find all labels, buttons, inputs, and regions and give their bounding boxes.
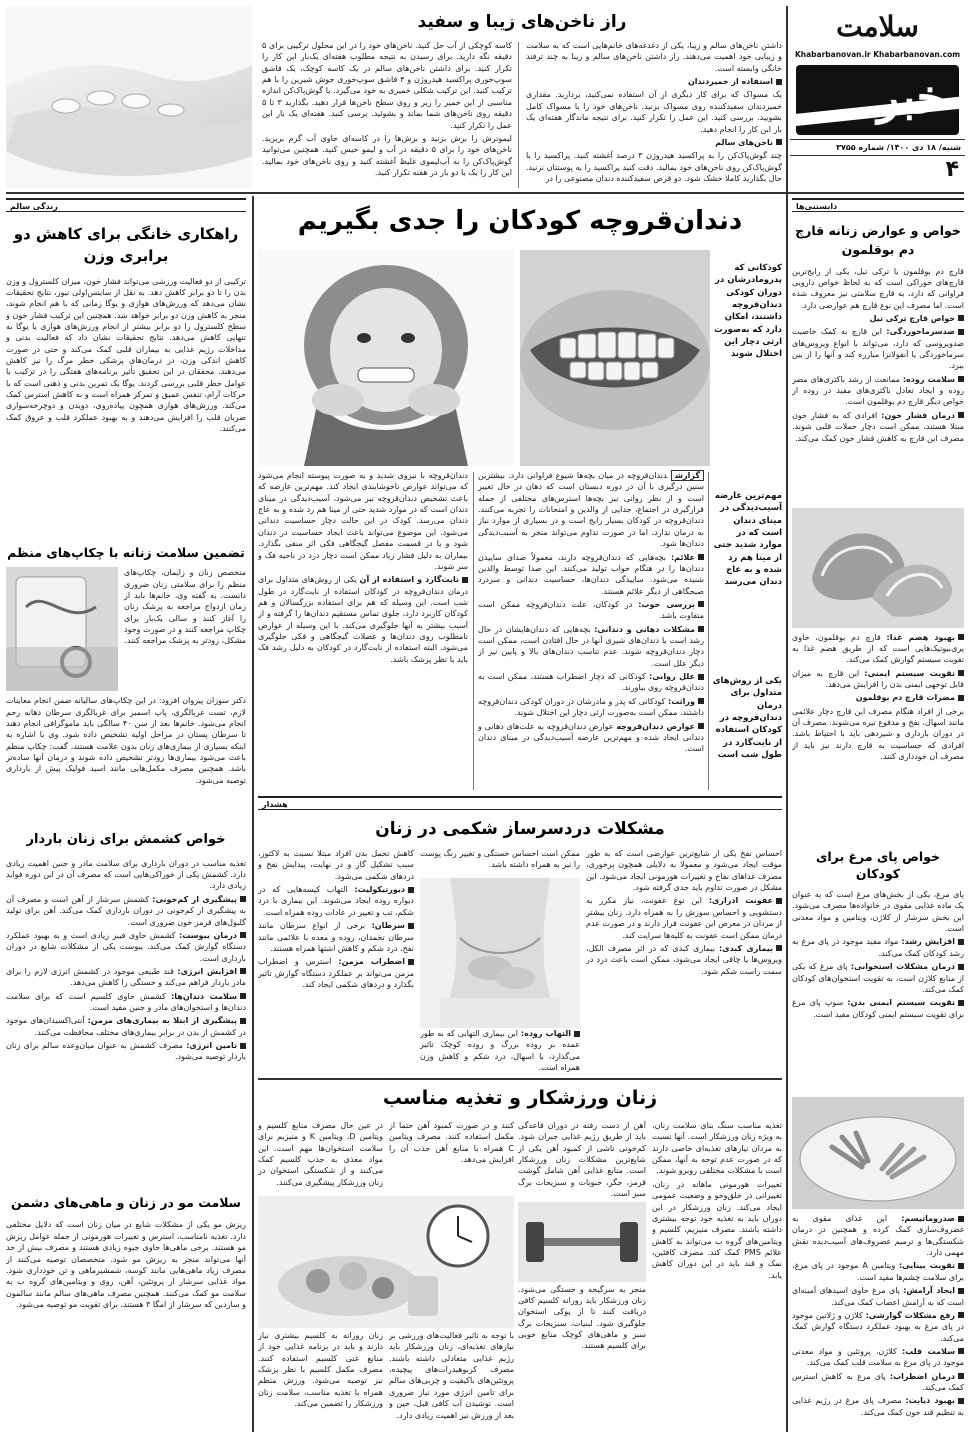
bullet-icon — [958, 634, 964, 640]
belly-uti-body: این نوع عفونت، نیاز مکرر به دستشویی و احساس سوزش را به همراه دارد. زنان بیشتر از مردان در معرض این عفونت قرار دارند و در صورت عدم درمان ممکن است عفونت به کلیه‌ها سرایت کند. — [586, 896, 782, 940]
list-item-value: افرادی که به فشار خون مبتلا هستند، ممکن است دچار حملات قلبی شوند. مصرف این قارچ به کاهش فشار خون کمک می‌کند. — [792, 410, 964, 443]
list-item-value: پای مرغ که یکی از منابع کلاژن است، به تقویت استخوان‌های کودکان کمک می‌کند. — [792, 962, 964, 994]
weight-loss-body: ترکیبی از دو فعالیت ورزشی می‌تواند فشار خون، میزان کلسترول و وزن بدن را تا دو برابر کاهش دهد. به نقل از ساینس‌اولی نیوز، نتایج تحقیقات نشان می‌دهد که ورزش‌های هوازی و یوگا زمانی که با هم انجام شوند، منجر به کاهش وزن دو برابر خواهد شد. همچنین این ترکیب فشار خون و سطح کلسترول را دو برابر بیشتر از انجام ورزش‌های هوازی یا یوگا به تنهایی کاهش می‌دهد. نتایج تحقیقات نشان داد که فعالیت بدنی و مداخلات رژیم غذایی به بیماران قلبی کمک می‌کند و حتی در صورت کاهش اندکی وزن، در درمان‌های پزشکی خطر مرگ را نیز کاهش می‌دهند. محققان در این تحقیق تأثیر برنامه‌های هفتگی را در ترکیب با عوامل خطر قلبی بررسی کردند. یوگا یک تمرین بدنی و ذهنی است که با حرکات آرام، تنفس عمیق و تمرکز همراه است و به کاهش استرس کمک می‌کند. ورزش‌های هوازی همچون پیاده‌روی، دویدن و دوچرخه‌سواری ضربان قلب را افزایش می‌دهند و به بهبود عملکرد قلب و عروق کمک می‌کنند. — [6, 276, 246, 434]
nails-intro: داشتن ناخن‌های سالم و زیبا، یکی از دغدغه‌های خانم‌هایی است که به سلامت و زیبایی خود اهمیت می‌دهند. راز داشتن ناخن‌های سالم و زیبا به چند ترفند خانگی وابسته است. — [526, 41, 782, 73]
list-item-key: درمان فشار خون: — [881, 410, 955, 420]
nails-p3: کاسه کوچکی از آب حل کنید. ناخن‌های خود را در این محلول ترکیبی برای ۵ دقیقه نگه دارید. برای رسیدن به نتیجه مطلوب هفته‌ای یک‌بار این کار را تکرار کنید. برای داشتن ناخن‌های سالم در یک کاسه کوچک، یک قاشق سوپ‌خوری پراکسید هیدروژن و ۴ قاشق سوپ‌خوری جوش شیرین را با هم ترکیب کنید. این ترکیب شکلی خمیری به خود می‌گیرد. با گوش‌پاک‌کن اندازه مناسبی از این خمیر را زیر و روی سطح ناخن‌ها قرار دهید. بگذارید ۳ تا ۵ دقیقه روی ناخن‌های شما بماند و بشوئید. برسی کنید. هفته‌ای یک بار این عمل را تکرار کنید. — [262, 41, 512, 130]
list-item-value: ویتامین A موجود در پای مرغ، برای سلامت چشم‌ها مفید است. — [792, 1261, 964, 1282]
teeth-heredity-body: کودکانی که پدر و مادرشان در دوران کودکی دندان‌قروچه داشتند، ممکن است به‌صورت ارثی دچار این اختلال شوند. — [478, 696, 704, 718]
bullet-icon — [462, 577, 468, 583]
list-item — [6, 894, 246, 928]
nails-p2: چند گوش‌پاک‌کن را به پراکسید هیدروژن ۳ درصد آغشته کنید. پراکسید را با گوش‌پاک‌کن روی ناخن‌های خود بمالید. دقت کنید پراکسید را به پوستتان نزنید. حال بگذارید کاملا خشک شود. دو قرص سفیدکننده دندان مصنوعی را در — [526, 151, 782, 183]
masthead-logo — [796, 65, 959, 135]
teeth-col2-body: دندان‌قروچه با نیروی شدید و به صورت پیوسته انجام می‌شود که می‌تواند عوارض ناخوشایندی ایجاد کند. مهم‌ترین عارضه که باعث تشخیص دندان‌قروچه نیز می‌شود، آسیب‌دیدگی در مینای دندان است که در موارد شدید حتی از مینا هم رد شده و به عاج دندان می‌رسد. کودک در این حالت دچار حساسیت دندانی می‌شود. این موضوع می‌تواند باعث ایجاد حساسیت در دندان شود و یا در قسمت مفصل گیجگاهی فکی اثر منفی بگذارد. بیماران به دلیل فشار زیاد ممکن است دچار درد در ناحیه فک و سر شوند. — [258, 471, 468, 571]
sport-col3-body: در عین حال مصرف منابع کلسیم و ویتامین D، ویتامین K و منیزیم برای سلامت استخوان‌ها مهم است. این مواد مغذی به جذب کلسیم کمک می‌کنند و از شکستگی استخوان در زنان ورزشکار پیشگیری می‌کنند. — [258, 1121, 383, 1187]
teeth-sub-nightguard: نایت‌گارد و استفاده از آن — [359, 575, 459, 585]
teeth-symptoms-body: بچه‌هایی که دندان‌قروچه دارند، معمولاً صدای ساییدن دندان‌ها را در هنگام خواب تولید می‌کنند. این صدا توسط والدین شنیده می‌شود. ساییدگی دندان‌ها، حساسیت دندانی و سردرد صبحگاهی از دیگر علائم هستند. — [478, 552, 704, 596]
hair-body: ریزش مو یکی از مشکلات شایع در میان زنان است که دلایل مختلفی دارد. تغذیه نامناسب، استرس و تغییرات هورمونی از جمله عوامل ریزش مو هستند. برخی ماهی‌ها حاوی جیوه زیادی هستند و مصرف بیش از حد آنها می‌تواند منجر به ریزش مو شود. متخصصان توصیه می‌کنند از مصرف زیاد ماهی‌هایی مانند کوسه، شمشیرماهی و تن خودداری شود. مواد غذایی سرشار از پروتئین، آهن، روی و ویتامین‌های گروه ب به سلامت مو کمک می‌کنند. همچنین مصرف ماهی‌های سالم مانند سالمون و ساردین که سرشار از امگا ۳ هستند، برای تقویت مو توصیه می‌شود. — [6, 1220, 246, 1309]
belly-ibd-body: این بیماری التهابی که به طور عمده بر روده بزرگ و روده کوچک تاثیر می‌گذارد، با اسهال، درد شکم و کاهش وزن همراه است. — [420, 1029, 580, 1072]
bullet-icon — [240, 896, 246, 902]
checkup-body-2: دکتر سوزان پیروان افزود: در این چکاپ‌های سالیانه ضمن انجام معاینات لازم، تست غربالگری، پاپ اسمیر برای غربالگری سرطان دهانه رحم انجام می‌شود. خانم‌ها بعد از سن ۴۰ سالگی باید ماموگرافی انجام دهند تا سرطان پستان در مراحل اولیه تشخیص داده شود. وی با اشاره به اینکه بسیاری از بیماری‌های زنان بدون علامت هستند، گفت: چکاپ منظم باعث می‌شود بیماری‌ها زودتر تشخیص داده شوند و درمان آنها ساده‌تر باشد. همچنین مصرف مکمل‌هایی مانند اسید فولیک پیش از بارداری توصیه می‌شود. — [6, 696, 246, 785]
bullet-icon — [958, 670, 964, 676]
mushroom-title: خواص و عوارض زنانه قارچ دم بوقلمون — [795, 223, 961, 257]
bullet-icon — [698, 674, 704, 680]
nails-title: راز ناخن‌های زیبا و سفید — [417, 12, 627, 32]
list-item — [792, 997, 964, 1020]
list-item-value: این قارچ به میزان قابل توجهی ایمنی بدن را افزایش می‌دهد. — [792, 668, 964, 689]
list-item — [792, 1260, 964, 1283]
list-item — [792, 1346, 964, 1369]
belly-col-1 — [586, 848, 782, 1074]
dumbbell-photo — [518, 1202, 646, 1282]
list-item — [792, 374, 964, 408]
bullet-icon — [408, 959, 414, 965]
list-item-value: کشمش حاوی فیبر زیادی است و به بهبود عملکرد دستگاه گوارش کمک می‌کند. یبوست یکی از مشکلات شایع در دوران بارداری است. — [6, 930, 246, 963]
belly-sub-liver: بیماری کبدی: — [719, 943, 773, 953]
list-item-key: بهبود دیابت: — [905, 1396, 955, 1406]
list-item-key: سلامت دندان‌ها: — [171, 991, 237, 1001]
belly-col2-bottom — [420, 1028, 580, 1072]
teeth-complications-body: عوارض دندان‌قروچه به علت‌های دهانی و دندانی ایجاد شده و مهم‌ترین عارضه آسیب‌دیدگی در مینای دندان است. — [478, 721, 704, 754]
sport-title: زنان ورزشکار و تغذیه مناسب — [382, 1087, 658, 1109]
mushroom-body-2 — [792, 632, 964, 838]
list-item-key: ضدسرماخوردگی: — [886, 327, 955, 337]
list-item — [792, 410, 964, 444]
report-tag: گزارش — [671, 470, 704, 481]
weight-loss-title: راهکاری خانگی برای کاهش دو برابری وزن — [13, 225, 239, 265]
teeth-col-2 — [258, 470, 468, 792]
pull-quote-heredity: کودکانی که پدرومادرشان در دوران کودکی دندان‌قروچه داشتند، امکان دارد که به‌صورت ارثی دچار این اختلال شوند — [714, 263, 782, 360]
sport-col-2 — [518, 1120, 646, 1432]
checkup-body-1: متخصص زنان و زایمان، چکاپ‌های منظم را برای سلامتی زنان ضروری دانست. به گفته وی، خانم‌ها باید از زمان ازدواج مراجعه به پزشک زنان را آغاز کنند و سالی یک‌بار برای چکاپ مراجعه کنند و در صورت وجود مشکل، زودتر به پزشک مراجعه کنند. — [124, 568, 246, 646]
belly-sub-anxiety: اضطراب مزمن: — [338, 957, 405, 967]
list-item-value: آنتی‌اکسیدان‌های موجود در کشمش از بدن در برابر بیماری‌های مختلف محافظت می‌کنند. — [6, 1016, 246, 1037]
bullet-icon — [698, 626, 704, 632]
sport-col3-body-2: زنان روزانه به کلسیم بیشتری نیاز دارند و باید در برنامه غذایی خود از منابع غنی کلسیم استفاده کنند. مصرف مکمل کلسیم با نظر پزشک نیز توصیه می‌شود. ورزش منظم همراه با تغذیه مناسب، سلامت زنان ورزشکار را تضمین می‌کند. — [258, 1331, 383, 1409]
sport-col1-body-2: تغییرات هورمونی ماهانه در زنان، تغییراتی در خلق‌وخو و وضعیت عمومی ایجاد می‌کند. زنان ورزشکار در این دوران باید به تغذیه خود توجه بیشتری داشته باشند. مصرف منیزیم، کلسیم و ویتامین‌های گروه ب می‌تواند به کاهش علائم PMS کمک کند. مصرف کافئین، نمک و قند باید در این دوران کاهش یابد. — [652, 1179, 782, 1280]
nails-p4: لیموترش را برش بزنید و برش‌ها را در کاسه‌ای حاوی آب گرم بریزید. ناخن‌های خود را برای ۵ دقیقه در آب و لیمو خیس کنید. همچنین می‌توانید گوش‌پاک‌کن را به آب‌لیموی غلیظ آغشته کنید و روی ناخن‌های خود بمالید. این کار را یک یا دو بار در هفته تکرار کنید. — [262, 133, 512, 177]
belly-sub-uti: عفونت ادراری: — [708, 896, 773, 906]
sport-col2-body: آهن از دست رفته در دوران قاعدگی باید از طریق رژیم غذایی جبران شود. کم‌خونی ناشی از کمبود آهن یکی از شایع‌ترین مشکلات زنان ورزشکار است. منابع غذایی آهن شامل گوشت قرمز، جگر، حبوبات و سبزیجات برگ سبز است. — [518, 1121, 646, 1199]
bullet-icon — [698, 698, 704, 704]
masthead-logo-text: خبر — [877, 69, 945, 124]
bullet-icon — [958, 1373, 964, 1379]
bullet-icon — [958, 412, 964, 418]
list-item-value: کلاژن، پروتئین و مواد معدنی موجود در پای مرغ به سلامت قلب کمک می‌کند. — [792, 1346, 964, 1368]
teeth-col1-body: دندان‌قروچه در میان بچه‌ها شیوع فراوانی دارد. بیشترین سنین درگیری با آن در دوره دبستان است که دهان در حال تغییر است و از نظر روانی نیز بچه‌ها استرس‌های مختلفی از جمله قرارگیری در اجتماع، جدایی از والدین و امتحانات را تجربه می‌کنند. دندان‌قروچه در کودکان بسیار رایج است و در بسیاری از موارد نیاز به درمان ندارد، اما در صورت تداوم می‌تواند منجر به آسیب‌دیدگی دندان‌ها شود. — [478, 471, 704, 549]
belly-photo — [420, 878, 580, 1028]
list-item-value: ممانعت از رشد باکتری‌های مضر روده و ایجاد تعادل باکتری‌های مفید در روده از خواص دیگر قارچ دم بوقلمون است. — [792, 374, 964, 407]
mushroom-body — [792, 266, 964, 504]
bullet-icon — [240, 993, 246, 999]
teeth-psych-body: کودکانی که دچار اضطراب هستند، ممکن است به دندان‌قروچه روی بیاورند. — [478, 672, 704, 693]
raisins-title: خواص کشمش برای زنان باردار — [26, 832, 226, 848]
bullet-icon — [958, 1398, 964, 1404]
chicken-feet-list — [792, 936, 964, 1020]
masthead-website: Khabarbanovan.ir Khabarbanovan.com — [794, 50, 961, 59]
chicken-feet-body-2 — [792, 1213, 964, 1423]
bullet-icon — [698, 723, 704, 729]
page-number: ۴ — [945, 157, 959, 182]
section-tag-facts: دانستنی‌ها — [792, 198, 964, 212]
hair-title: سلامت مو در زنان و ماهی‌های دشمن — [11, 1194, 241, 1210]
list-item — [792, 936, 964, 959]
checkup-title: تضمین سلامت زنانه با چکاپ‌های منظم — [7, 544, 245, 560]
list-item-key: پیشگیری از ابتلا به بیماری‌های مزمن: — [87, 1016, 237, 1026]
bullet-icon — [408, 887, 414, 893]
nails-sub-healthy: ناخن‌های سالم — [715, 137, 773, 147]
bullet-icon — [958, 1348, 964, 1354]
list-item-key: درمان مشکلات استخوانی: — [850, 962, 956, 972]
bullet-icon — [698, 601, 704, 607]
bullet-icon — [958, 1000, 964, 1006]
list-item — [792, 632, 964, 666]
pull-quote-enamel: مهم‌ترین عارضه آسیب‌دیدگی در مینای دندان است که در موارد شدید حتی از مینا هم رد شده و به عاج دندان می‌رسد — [713, 491, 782, 588]
bullet-icon — [240, 968, 246, 974]
list-item-key: بهبود هضم غذا: — [886, 632, 955, 642]
list-item-key: سلامت روده: — [902, 374, 955, 384]
raisins-body — [6, 858, 246, 1180]
bullet-icon — [958, 376, 964, 382]
list-item-key: تقویت سیستم ایمنی: — [864, 668, 955, 678]
belly-sub-cancer: سرطان: — [371, 921, 405, 931]
raisins-intro: تغذیه مناسب در دوران بارداری برای سلامت مادر و جنین اهمیت زیادی دارد. کشمش یکی از خوراکی‌هایی است که مصرف آن در این دوره فواید زیادی دارد. — [6, 858, 246, 891]
list-item-key: درمان اضطراب: — [889, 1371, 955, 1381]
teeth-sub-dental: مشکلات دهانی و دندانی: — [594, 624, 695, 634]
list-item-key: تقویت بینایی: — [898, 1261, 955, 1271]
list-item — [6, 991, 246, 1014]
bullet-icon — [776, 898, 782, 904]
belly-diverticulitis-body: التهاب کیسه‌هایی که در دیواره روده ایجاد می‌شوند. این بیماری با درد شکم، تب و تغییر در عادات روده همراه است. — [258, 885, 414, 917]
food-clock-photo — [258, 1196, 514, 1328]
list-item-value: این قارچ به کمک خاصیت ضدویروسی که دارد، می‌تواند با انواع ویروس‌های سرماخوردگی یا آنفولانزا مبارزه کند و آنها را از بین ببرد. — [792, 327, 964, 371]
list-item-value: پای مرغ به کاهش استرس کمک می‌کند. — [792, 1371, 964, 1393]
bullet-icon — [240, 1043, 246, 1049]
list-item-key: ضدروماتیسم: — [901, 1214, 955, 1223]
bullet-icon — [776, 945, 782, 951]
main-headline: دندان‌قروچه کودکان را جدی بگیریم — [297, 206, 743, 236]
bullet-icon — [776, 79, 782, 85]
nails-sub-toothpaste: استفاده از خمیردندان — [687, 77, 773, 87]
mushroom-list — [792, 313, 964, 444]
belly-title: مشکلات دردسرساز شکمی در زنان — [375, 819, 665, 839]
teeth-sub-complications: عوارض دندان‌قروچه — [616, 721, 696, 731]
bullet-icon — [958, 315, 964, 321]
list-item — [792, 1310, 964, 1344]
bullet-icon — [958, 964, 964, 970]
bullet-icon — [958, 1216, 964, 1222]
teeth-photo — [520, 250, 710, 466]
bullet-icon — [240, 1018, 246, 1024]
list-item-key: تامین انرژی: — [186, 1041, 237, 1051]
bullet-icon — [240, 932, 246, 938]
list-item-key: پیشگیری از کم‌خونی: — [152, 894, 237, 904]
masthead-section-title: سلامت — [836, 10, 919, 43]
list-item — [792, 1285, 964, 1308]
sport-col4-top: کنند و در صورت کمبود آهن حتما از مکمل استفاده کنند. مصرف ویتامین C همراه با منابع آهن جذب آن را افزایش می‌دهد. — [389, 1121, 514, 1165]
bullet-icon — [958, 1263, 964, 1269]
teeth-check-body: در کودکان، علت دندان‌قروچه ممکن است متفاوت باشد. — [478, 599, 704, 621]
list-item — [792, 1213, 964, 1258]
bullet-icon — [408, 923, 414, 929]
raisins-list — [6, 894, 246, 1063]
teeth-dental-body: بچه‌هایی که دندان‌هایشان در حال رشد است یا دندان‌های شیری آنها در حال افتادن است، ممکن است دچار دندان‌قروچه شوند. عدم تناسب دندان‌های بالا و پایین نیز از دیگر علل است. — [478, 624, 704, 668]
list-item-value: مصرف پای مرغ در رژیم غذایی به تنظیم قند خون کمک می‌کند. — [792, 1396, 964, 1417]
bullet-icon — [958, 939, 964, 945]
list-item-value: پای مرغ حاوی اسیدهای آمینه‌ای است که به آرامش اعصاب کمک می‌کند. — [792, 1286, 964, 1307]
teeth-sub-psych: علل روانی: — [649, 672, 695, 682]
pull-quote-nightguard: یکی از روش‌های متداول برای درمان دندان‌قروچه در کودکان استفاده از نایت‌گارد در طول شب است — [712, 676, 782, 760]
list-item-key: سلامت قلب: — [901, 1346, 955, 1356]
belly-col3-body: کاهش تحمل بدن افراد مبتلا نسبت به لاکتوز، سبب تشکیل گاز و در نهایت، پیدایش نفخ و دردهای شکمی می‌شود. — [258, 849, 414, 881]
list-item-value: کشمش سرشار از آهن است و مصرف آن به پیشگیری از کم‌خونی در دوران بارداری کمک می‌کند. آهن برای تولید گلبول‌های قرمز خون ضروری است. — [6, 894, 246, 927]
bullet-icon — [574, 1031, 580, 1037]
sport-col-1 — [652, 1120, 782, 1432]
right-col — [792, 216, 964, 1432]
list-item-value: این غذای مقوی به غضروف‌سازی کمک کرده و همچنین در درمان شکستگی‌ها و ترمیم غضروف‌های آسیب‌دیده نقش مهمی دارد. — [792, 1214, 964, 1258]
belly-col-3 — [258, 848, 414, 1074]
section-tag-warning: هشدار — [258, 796, 782, 810]
list-item-value: برخی از افراد هنگام مصرف این قارچ دچار علائمی مانند اسهال، نفخ و مدفوع تیره می‌شوند. مصرف آن در دوران بارداری و شیردهی باید با احتیاط باشد. افرادی که حساسیت به قارچ دارند نیز باید از مصرف آن خودداری کنند. — [792, 706, 964, 762]
list-item-value: کلاژن و ژلاتین موجود در پای مرغ به بهبود عملکرد دستگاه گوارش کمک می‌کند. — [792, 1310, 964, 1343]
teeth-sub-symptoms: علائم: — [670, 552, 695, 562]
list-item-value: سوپ پای مرغ برای تقویت سیستم ایمنی کودکان مفید است. — [792, 998, 964, 1019]
mushroom-photo — [792, 508, 964, 628]
list-item-value: کشمش حاوی کلسیم است که برای سلامت دندان‌ها و استخوان‌های مادر و جنین مفید است. — [6, 991, 246, 1013]
list-item — [6, 1015, 246, 1038]
belly-cancer-body: برخی از انواع سرطان مانند سرطان تخمدان، روده و معده با علائمی مانند نفخ، درد شکم و کاهش اشتها همراه هستند. — [258, 921, 414, 953]
list-item — [6, 930, 246, 964]
chicken-feet-intro: پای مرغ، یکی از بخش‌های مرغ است که به عنوان یک ماده غذایی مقوی در خانواده‌ها مصرف می‌شود. این بخش سرشار از کلاژن، ویتامین و مواد معدنی است. — [792, 890, 964, 934]
list-item-key: مضرات قارچ دم بوقلمون — [855, 693, 955, 703]
list-item-value: قند طبیعی موجود در کشمش انرژی لازم را برای مادر باردار فراهم می‌کند و خستگی را کاهش می‌دهد. — [6, 966, 246, 988]
belly-col2-top: ممکن است احساس خستگی و تغییر رنگ پوست را نیز به همراه داشته باشد. — [420, 849, 580, 870]
nails-col-left — [262, 40, 512, 188]
list-item-key: درمان یبوست: — [179, 930, 237, 940]
masthead — [790, 6, 965, 186]
list-item — [792, 706, 964, 763]
nails-col-right — [526, 40, 782, 188]
sport-photo-area — [258, 1120, 514, 1432]
list-item — [6, 966, 246, 989]
belly-center — [420, 848, 580, 1074]
belly-anxiety-body: استرس و اضطراب مزمن می‌تواند بر عملکرد دستگاه گوارش تاثیر بگذارد و دردهای شکمی ایجاد کند. — [258, 957, 414, 989]
list-item — [792, 1371, 964, 1394]
belly-sub-diverticulitis: دیورتیکولیت: — [354, 885, 405, 895]
sport-col1-body: تغذیه مناسب سنگ بنای سلامت زنان، به ویژه زنان ورزشکار است. آنها نسبت به مردان نیازهای تغذیه‌ای خاصی دارند که در صورت عدم توجه به آنها، ممکن است با مشکلات مختلفی روبرو شوند. — [652, 1121, 782, 1176]
list-item-key: افزایش رشد: — [901, 937, 955, 947]
teeth-nightguard-body: یکی از روش‌های متداول برای درمان دندان‌قروچه در کودکان استفاده از نایت‌گارد در طول شب است. این وسیله که هم برای استفاده بزرگسالان و هم کودکان کاربرد دارد، جلوی تماس مستقیم دندان‌ها را گرفته و از آسیب بیشتر به آنها جلوگیری می‌کند. با این وسیله از عوارض نامطلوب روی دندان‌ها و عضلات گیجگاهی و فکی جلوگیری می‌شود. البته استفاده از نایت‌گارد در کودکان به دلیل رشد فک باید با نظر پزشک باشد. — [258, 575, 468, 664]
nails-p1: یک مسواک که برای کار دیگری از آن استفاده نمی‌کنید، بردارید. مقداری خمیردندان سفیدکننده روی مسواک بزنید. ناخن‌های خود را با مسواک کامل بشویید. بررسی کنید. این عمل را تکرار کنید. برای نتیجه ماندگار هفته‌ای یک بار این کار را انجام دهید. — [526, 90, 782, 134]
masthead-date: شنبه/ ۱۸ دی ۱۴۰۰/ شماره ۳۷۵۵ — [790, 139, 965, 156]
list-item — [6, 1040, 246, 1063]
belly-liver-body: بیماری کبدی که در اثر مصرف الکل، ویروس‌ها یا چاقی ایجاد می‌شود، ممکن است باعث درد در سمت راست شکم شود. — [586, 943, 782, 976]
bullet-icon — [958, 1312, 964, 1318]
chicken-feet-body — [792, 889, 964, 1093]
teeth-sub-heredity: وراثت: — [668, 696, 695, 706]
list-item-key: خواص قارچ ترکی تیل — [869, 313, 955, 323]
sport-col4-body: با توجه به تاثیر فعالیت‌های ورزشی بر نیازهای تغذیه‌ای، زنان ورزشکار باید رژیم غذایی متعادلی داشته باشند. مصرف کربوهیدرات‌های پیچیده، پروتئین‌های باکیفیت و چربی‌های سالم برای تامین انرژی مورد نیاز ضروری است. نوشیدن آب کافی قبل، حین و بعد از ورزش نیز اهمیت زیادی دارد. — [389, 1331, 514, 1420]
sport-col2-body-2: منجر به سرگیجه و خستگی می‌شود. زنان ورزشکار باید روزانه کلسیم کافی دریافت کنند تا از پوکی استخوان جلوگیری شود. لبنیات، سبزیجات برگ سبز و ماهی‌های کوچک منابع خوبی برای کلسیم هستند. — [518, 1284, 646, 1351]
list-item — [792, 1395, 964, 1418]
list-item — [792, 668, 964, 691]
section-tag-healthy-life: زندگی سالم — [6, 198, 246, 212]
list-item-key: افزایش انرژی: — [177, 966, 237, 976]
bullet-icon — [958, 695, 964, 701]
list-item-key: تقویت سیستم ایمنی بدن: — [847, 998, 955, 1008]
checkup-photo — [6, 567, 118, 691]
child-photo — [258, 250, 514, 466]
list-item-key: رفع مشکلات گوارشی: — [865, 1310, 955, 1320]
list-item — [792, 692, 964, 703]
belly-sub-ibd: التهاب روده: — [520, 1029, 571, 1038]
chicken-feet-photo — [792, 1097, 964, 1209]
mushroom-intro: قارچ دم بوقلمون یا ترکی تیل، یکی از رایج‌ترین قارچ‌های خوراکی است که به لحاظ خواص دارویی فراوانی که دارد، به قارچ سلامتی نیز معروف شده است. اما مصرف این نوع قارچ هم عوارضی دارد. — [792, 266, 964, 310]
list-item-value: مواد مفید موجود در پای مرغ به رشد کودکان کمک می‌کند. — [792, 937, 964, 958]
nails-photo — [6, 6, 252, 188]
list-item — [792, 961, 964, 995]
teeth-sub-check: بررسی خوب: — [638, 599, 695, 609]
list-item — [792, 313, 964, 324]
belly-col1-body: احساس نفخ یکی از شایع‌ترین عوارضی است که به طور موقت ایجاد می‌شود و معمولا به دلایلی همچون پرخوری، مصرف غذاهای نفاخ و تغییرات هورمونی ایجاد می‌شود. این مشکل در صورت تداوم باید جدی گرفته شود. — [586, 849, 782, 893]
teeth-col-1 — [478, 470, 704, 792]
chicken-feet-title: خواص پای مرغ برای کودکان — [815, 848, 941, 882]
list-item-value: مصرف کشمش به عنوان میان‌وعده سالم برای زنان باردار توصیه می‌شود. — [6, 1041, 246, 1062]
bullet-icon — [698, 554, 704, 560]
left-col — [6, 216, 246, 1432]
bullet-icon — [958, 329, 964, 335]
list-item-key: ایجاد آرامش: — [903, 1286, 955, 1296]
list-item-value: قارچ دم بوقلمون، حاوی پری‌بیوتیک‌هایی است که از طریق هضم غذا به تقویت سیستم گوارش کمک می‌کند. — [792, 632, 964, 665]
bullet-icon — [958, 1288, 964, 1294]
list-item — [792, 326, 964, 371]
bullet-icon — [776, 139, 782, 145]
